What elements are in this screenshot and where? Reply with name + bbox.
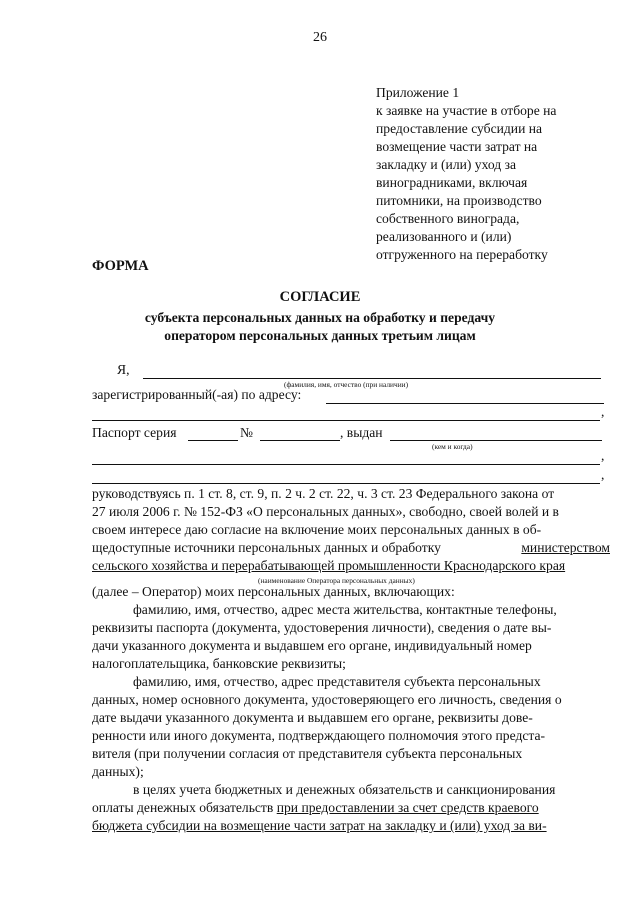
body-line-purpose (92, 800, 612, 816)
issued-input-line[interactable] (390, 440, 602, 441)
address-input-line[interactable] (326, 403, 604, 404)
purpose-underlined-line: бюджета субсидии на возмещение части затрат на закладку и (или) уход за ви- (92, 818, 547, 833)
appendix-line: к заявке на участие в отборе на (376, 103, 557, 118)
body-line: реквизиты паспорта (документа, удостоверения личности), сведения о дате вы- (92, 620, 552, 635)
operator-caption: (наименование Оператора персональных данных) (258, 576, 415, 585)
body-line: руководствуясь п. 1 ст. 8, ст. 9, п. 2 ч. 2 ст. 22, ч. 3 ст. 23 Федерального закона от (92, 486, 555, 501)
comma: , (601, 448, 605, 463)
body-line: данных); (92, 764, 144, 779)
fio-caption: (фамилия, имя, отчество (при наличии) (284, 380, 409, 389)
body-line: вителя (при получении согласия от представителя субъекта персональных (92, 746, 523, 761)
appendix-line: реализованного и (или) (376, 229, 512, 244)
appendix-line: закладку и (или) уход за (376, 157, 517, 172)
appendix-block (376, 84, 616, 264)
body-line: (далее – Оператор) моих персональных данных, включающих: (92, 584, 455, 599)
appendix-line: собственного винограда, (376, 211, 520, 226)
issued-input-line-3[interactable] (92, 483, 600, 484)
body-line: 27 июля 2006 г. № 152-ФЗ «О персональных данных», свободно, своей волей и в (92, 504, 559, 519)
passport-number-label: № (240, 425, 253, 440)
issued-label: , выдан (340, 425, 383, 440)
body-line: дачи указанного документа и выдавшем его органе, индивидуальный номер (92, 638, 532, 653)
document-subtitle-line: субъекта персональных данных на обработку и передачу (144, 310, 496, 325)
body-line: данных, номер основного документа, удостоверяющего его личность, сведения о (92, 692, 562, 707)
passport-series-label: Паспорт серия (92, 425, 177, 440)
body-line: в целях учета бюджетных и денежных обязательств и санкционирования (133, 782, 556, 797)
body-line-operator (92, 540, 612, 556)
appendix-line: питомники, на производство (376, 193, 542, 208)
purpose-underlined: при предоставлении за счет средств краевого (276, 800, 539, 815)
fio-input-line[interactable] (143, 378, 601, 379)
body-line: фамилию, имя, отчество, адрес представителя субъекта персональных (133, 674, 541, 689)
body-line: налогоплательщика, банковские реквизиты; (92, 656, 346, 671)
body-text: оплаты денежных обязательств (92, 800, 277, 815)
document-title: СОГЛАСИЕ (279, 289, 361, 305)
issued-input-line-2[interactable] (92, 464, 600, 465)
passport-number-input[interactable] (260, 440, 340, 441)
appendix-line: предоставление субсидии на (376, 121, 543, 136)
operator-name-part2: сельского хозяйства и перерабатывающей промышленности Краснодарского края (92, 558, 566, 573)
body-line: дате выдачи указанного документа и выдавшем его органе, реквизиты дове- (92, 710, 533, 725)
body-line: ренности или иного документа, подтверждающего полномочия этого предста- (92, 728, 546, 743)
document-subtitle-line: оператором персональных данных третьим лицам (164, 328, 476, 343)
comma: , (601, 404, 605, 419)
appendix-line: возмещение части затрат на (376, 139, 538, 154)
body-line: своем интересе даю согласие на включение моих персональных данных в об- (92, 522, 542, 537)
appendix-line: виноградниками, включая (376, 175, 528, 190)
body-line: фамилию, имя, отчество, адрес места жительства, контактные телефоны, (133, 602, 557, 617)
operator-name-part1: министерством (521, 540, 610, 555)
passport-series-input[interactable] (188, 440, 238, 441)
appendix-line: отгруженного на переработку (376, 247, 548, 262)
issued-caption: (кем и когда) (432, 442, 473, 451)
page-number: 26 (313, 30, 327, 45)
form-label: ФОРМА (92, 258, 149, 274)
registered-label: зарегистрированный(-ая) по адресу: (92, 387, 302, 402)
body-text: щедоступные источники персональных данных и обработку (92, 540, 441, 555)
address-input-line-2[interactable] (92, 420, 600, 421)
i-label: Я, (117, 362, 130, 377)
comma: , (601, 467, 605, 482)
appendix-line: Приложение 1 (376, 85, 460, 100)
